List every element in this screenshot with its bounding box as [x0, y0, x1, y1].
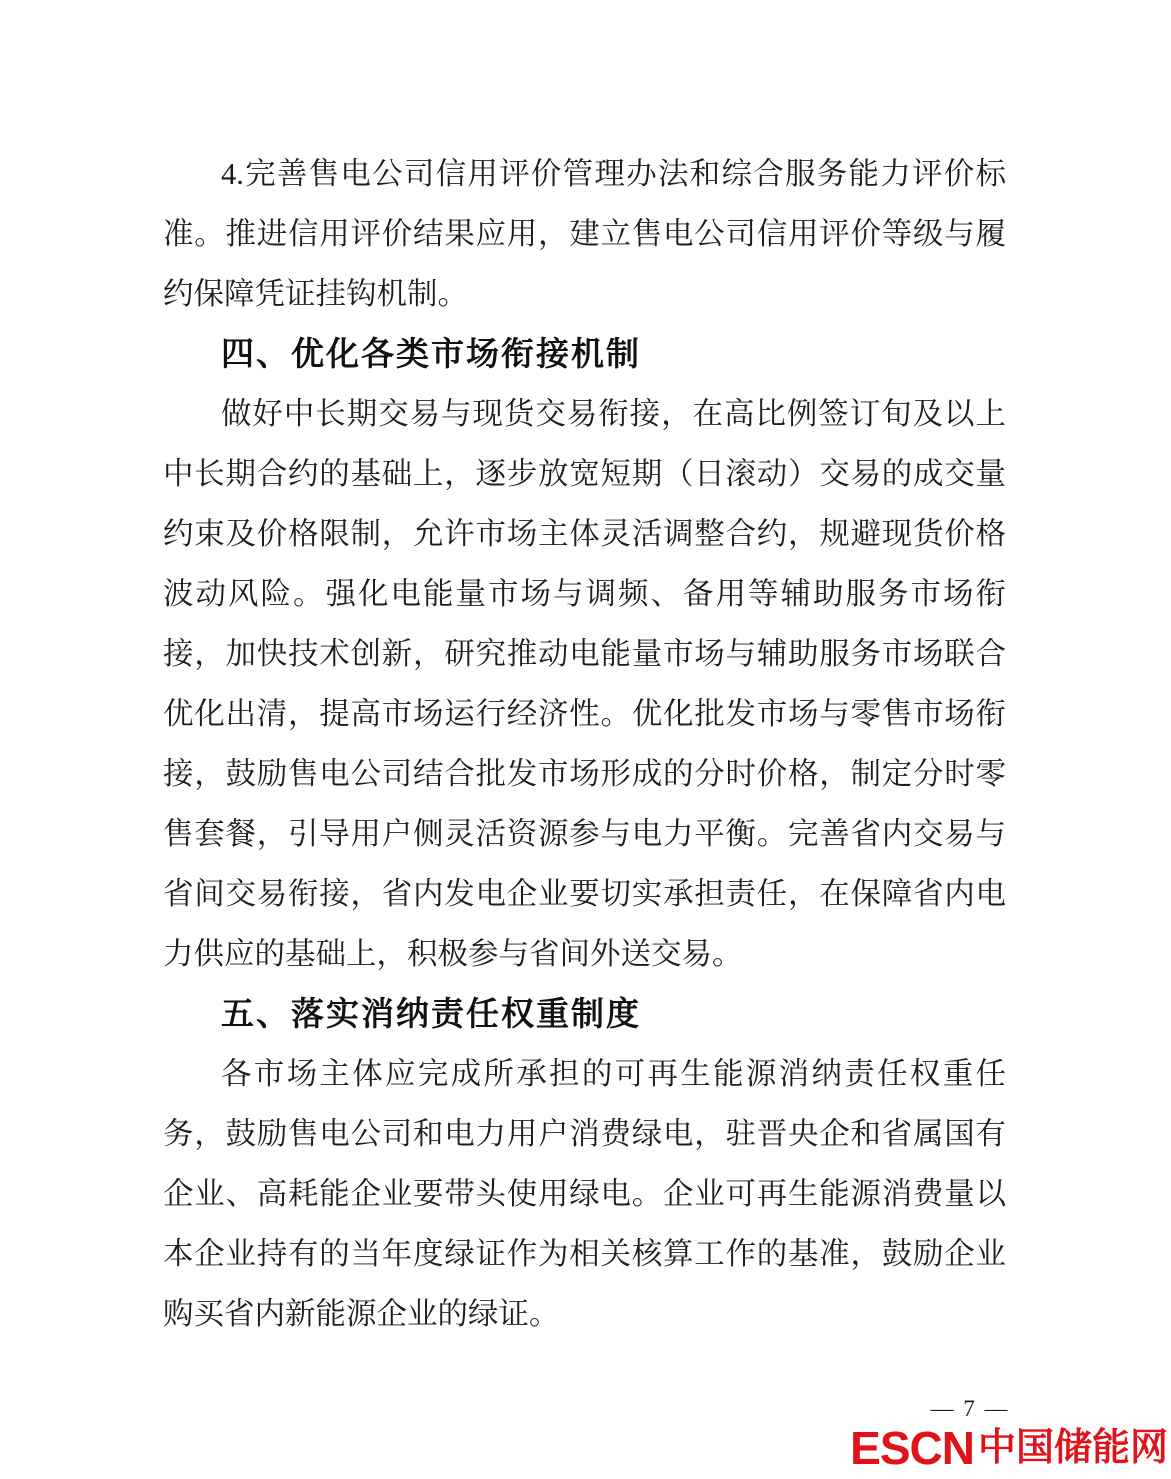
section-4-paragraph: 做好中长期交易与现货交易衔接，在高比例签订旬及以上中长期合约的基础上，逐步放宽短期（日滚动）交易的成交量约束及价格限制，允许市场主体灵活调整合约，规避现货价格波动风险。强化电能量市场与调频、备用等辅助服务市场衔接，加快技术创新，研究推动电能量市场与辅助服务市场联合优化出清，提高市场运行经济性。优化批发市场与零售市场衔接，鼓励售电公司结合批发市场形成的分时价格，制定分时零售套餐，引导用户侧灵活资源参与电力平衡。完善省内交易与省间交易衔接，省内发电企业要切实承担责任，在保障省内电力供应的基础上，积极参与省间外送交易。	[163, 397, 1006, 971]
document-body	[163, 144, 1006, 1344]
section-5-paragraph: 各市场主体应完成所承担的可再生能源消纳责任权重任务，鼓励售电公司和电力用户消费绿电，驻晋央企和省属国有企业、高耗能企业要带头使用绿电。企业可再生能源消费量以本企业持有的当年度绿证作为相关核算工作的基准，鼓励企业购买省内新能源企业的绿证。	[163, 1057, 1006, 1331]
section-heading-5: 五、落实消纳责任权重制度	[221, 995, 641, 1032]
escn-logo-text-cn: 中国储能网	[977, 1427, 1168, 1469]
paragraph-item-4: 4.完善售电公司信用评价管理办法和综合服务能力评价标准。推进信用评价结果应用，建立售电公司信用评价等级与履约保障凭证挂钩机制。	[163, 157, 1006, 311]
section-heading-4: 四、优化各类市场衔接机制	[221, 335, 641, 372]
page-number: — 7 —	[930, 1396, 1010, 1421]
escn-watermark-logo	[850, 1424, 1168, 1472]
escn-logo-text-en: ESCN	[850, 1422, 974, 1474]
